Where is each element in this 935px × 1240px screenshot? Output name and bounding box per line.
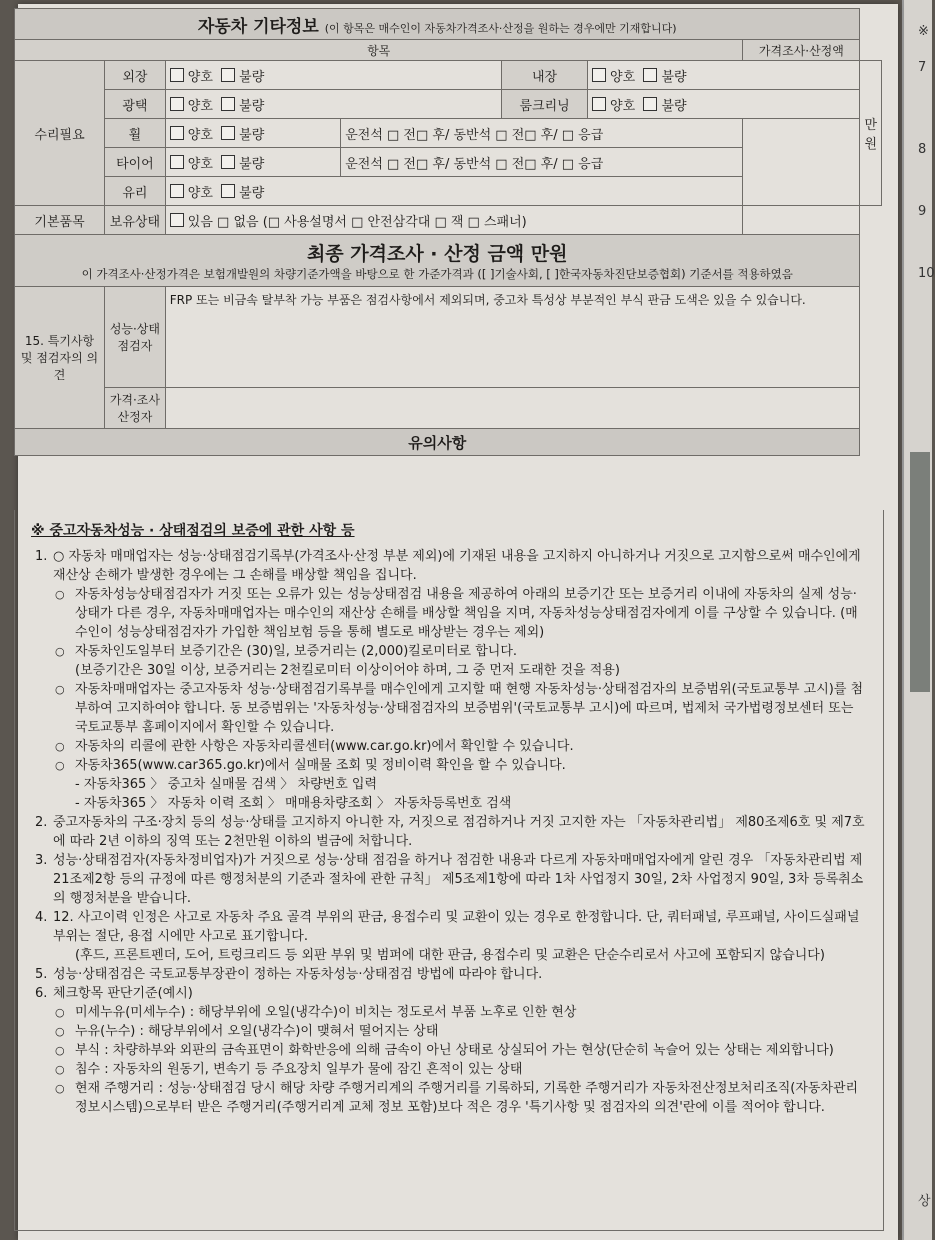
item-text: 중고자동차의 구조·장치 등의 성능·상태를 고지하지 아니한 자, 거짓으로 점검하거나 거짓 고지한 자는 「자동차관리법」 제80조제6호 및 제7호에 따라 2년 이하의 징역 또는 2천만원 이하의 벌금에 처합니다. xyxy=(53,815,865,849)
notice-section xyxy=(14,510,884,1231)
item-header: 항목 xyxy=(15,40,743,61)
inspector-opinion: FRP 또는 비금속 탈부착 가능 부품은 점검사항에서 제외되며, 중고차 특성상 부분적인 부식 판금 도색은 있을 수 있습니다. xyxy=(165,287,860,388)
checkbox[interactable] xyxy=(221,68,235,82)
checkbox[interactable] xyxy=(643,97,657,111)
option-label: 불량 xyxy=(239,156,265,172)
item-number: 3. xyxy=(35,853,48,868)
checkbox[interactable] xyxy=(170,184,184,198)
wheel-detail: 운전석 □ 전□ 후/ 동반석 □ 전□ 후/ □ 응급 xyxy=(341,119,743,148)
row-label: 보유상태 xyxy=(105,206,166,235)
notice-bullet-item: ○ 부식 : 차량하부와 외판의 금속표면이 화학반응에 의해 금속이 아닌 상태로 상실되어 가는 현상(단순히 녹슬어 있는 상태는 제외합니다) xyxy=(35,1041,869,1060)
basic-options: 있음 □ 없음 (□ 사용설명서 □ 안전삼각대 □ 잭 □ 스패너) xyxy=(187,214,527,230)
side-number: 7 xyxy=(918,60,927,75)
notice-bullet-item: ○ 침수 : 자동차의 원동기, 변속기 등 주요장치 일부가 물에 잠긴 흔적이 있는 상태 xyxy=(35,1060,869,1079)
opinion-label: 15. 특기사항 및 점검자의 의견 xyxy=(15,287,105,429)
row-label: 룸크리닝 xyxy=(502,90,588,119)
notice-numbered-item xyxy=(35,908,869,946)
appraiser-opinion xyxy=(165,388,860,429)
option-label: 불량 xyxy=(239,98,265,114)
form-title: 자동차 기타정보 xyxy=(197,16,319,37)
checkbox[interactable] xyxy=(170,68,184,82)
option-label: 양호 xyxy=(187,127,213,143)
item-number: 1. xyxy=(35,549,48,564)
row-label: 유리 xyxy=(105,177,166,206)
option-label: 양호 xyxy=(187,185,213,201)
checkbox[interactable] xyxy=(170,213,184,227)
item-number: 5. xyxy=(35,967,48,982)
notice-numbered-item xyxy=(35,547,869,585)
tire-detail: 운전석 □ 전□ 후/ 동반석 □ 전□ 후/ □ 응급 xyxy=(341,148,743,177)
option-label: 양호 xyxy=(187,69,213,85)
row-label: 휠 xyxy=(105,119,166,148)
notice-bullet-item: ○ 누유(누수) : 해당부위에서 오일(냉각수)이 맺혀서 떨어지는 상태 xyxy=(35,1022,869,1041)
checkbox[interactable] xyxy=(592,68,606,82)
option-label: 양호 xyxy=(610,69,636,85)
checkbox[interactable] xyxy=(221,155,235,169)
side-number: 10 xyxy=(918,266,935,281)
notice-numbered-item xyxy=(35,851,869,908)
notice-sub-item: (후드, 프론트펜더, 도어, 트렁크리드 등 외판 부위 및 범퍼에 대한 판금, 용접수리 및 교환은 단순수리로서 사고에 포함되지 않습니다) xyxy=(75,948,825,963)
side-number: 9 xyxy=(918,204,927,219)
notice-body xyxy=(15,547,883,1117)
option-label: 불량 xyxy=(661,69,687,85)
row-label: 타이어 xyxy=(105,148,166,177)
checkbox[interactable] xyxy=(170,97,184,111)
notice-sub-item: - 자동차365 〉 중고차 실매물 검색 〉 차량번호 입력 xyxy=(75,777,378,792)
side-text: 상 xyxy=(918,1194,931,1209)
checkbox[interactable] xyxy=(170,155,184,169)
inspector-label: 성능·상태 점검자 xyxy=(105,287,166,388)
checkbox[interactable] xyxy=(221,126,235,140)
adjacent-photo xyxy=(910,452,930,692)
checkbox[interactable] xyxy=(170,126,184,140)
notice-sub-item: (보증기간은 30일 이상, 보증거리는 2천킬로미터 이상이어야 하며, 그 중 먼저 도래한 것을 적용) xyxy=(75,663,620,678)
notice-numbered-item xyxy=(35,813,869,851)
notice-bullet-item: ○ 자동차성능상태점검자가 거짓 또는 오류가 있는 성능상태점검 내용을 제공하여 아래의 보증기간 또는 보증거리 이내에 자동차의 실제 성능·상태가 다른 경우, 자동차매매업자는 매수인의 재산상 손해를 배상할 책임을 지며, 자동차성능상태점검자에게 이를 구상할 수 있습니다. (매수인이 성능상태점검자가 가입한 책임보험 등을 통해 별도로 배상받는 경우는 제외) xyxy=(35,585,869,642)
final-amount-cell xyxy=(15,235,860,287)
option-label: 양호 xyxy=(187,98,213,114)
row-label: 내장 xyxy=(502,61,588,90)
notice-bullet-item: ○ 자동차365(www.car365.go.kr)에서 실매물 조회 및 정비이력 확인을 할 수 있습니다. xyxy=(35,756,869,775)
notice-bullet-item: ○ 현재 주행거리 : 성능·상태점검 당시 해당 차량 주행거리계의 주행거리를 기록하되, 기록한 주행거리가 자동차전산정보처리조직(자동차관리정보시스템)으로부터 받은 주행거리(주행거리계 교체 정보 포함)보다 적은 경우 '특기사항 및 점검자의 의견'란에 이를 적어야 합니다. xyxy=(35,1079,869,1117)
form-title-note: (이 항목은 매수인이 자동차가격조사·산정을 원하는 경우에만 기재합니다) xyxy=(324,21,677,35)
option-label: 불량 xyxy=(239,69,265,85)
price-unit: 만원 xyxy=(860,61,882,206)
item-text: 체크항목 판단기준(예시) xyxy=(53,986,193,1001)
notice-heading: ※ 중고자동차성능 · 상태점검의 보증에 관한 사항 등 xyxy=(31,523,355,539)
checkbox[interactable] xyxy=(643,68,657,82)
item-number: 6. xyxy=(35,986,48,1001)
side-mark: ※ xyxy=(918,24,929,39)
side-number: 8 xyxy=(918,142,927,157)
checkbox[interactable] xyxy=(221,97,235,111)
option-label: 양호 xyxy=(187,156,213,172)
notice-bullet-item: ○ 자동차인도일부터 보증기간은 (30)일, 보증거리는 (2,000)킬로미터로 합니다. xyxy=(35,642,869,661)
vehicle-extra-info-table xyxy=(14,8,882,456)
item-text: ○ 자동차 매매업자는 성능·상태점검기록부(가격조사·산정 부분 제외)에 기재된 내용을 고지하지 아니하거나 거짓으로 고지함으로써 매수인에게 재산상 손해가 발생한 경우에는 그 손해를 배상할 책임을 집니다. xyxy=(53,549,861,583)
option-label: 불량 xyxy=(661,98,687,114)
notice-numbered-item xyxy=(35,984,869,1003)
basic-items-label: 기본품목 xyxy=(15,206,105,235)
item-text: 성능·상태점검자(자동차정비업자)가 거짓으로 성능·상태 점검을 하거나 점검한 내용과 다르게 자동차매매업자에게 알린 경우 「자동차관리법 제21조제2항 등의 규정에 따른 행정처분의 기준과 절차에 관한 규칙」 제5조제1항에 따라 1차 사업정지 30일, 2차 사업정지 90일, 3차 등록취소의 행정처분을 받습니다. xyxy=(53,853,864,906)
option-label: 불량 xyxy=(239,127,265,143)
form-title-cell xyxy=(15,9,860,40)
price-header: 가격조사·산정액 xyxy=(743,40,860,61)
notice-bullet-item: ○ 자동차매매업자는 중고자동차 성능·상태점검기록부를 매수인에게 고지할 때 현행 자동차성능·상태점검자의 보증범위(국토교통부 고시)를 첨부하여 고지하여야 합니다. 동 보증범위는 '자동차성능·상태점검자의 보증범위'(국토교통부 고시)에 따르며, 법제처 국가법령정보센터 또는 국토교통부 홈페이지에서 확인할 수 있습니다. xyxy=(35,680,869,737)
notice-numbered-item xyxy=(35,965,869,984)
repair-label: 수리필요 xyxy=(15,61,105,206)
appraiser-label: 가격·조사 산정자 xyxy=(105,388,166,429)
notice-title: 유의사항 xyxy=(15,429,860,456)
item-number: 2. xyxy=(35,815,48,830)
option-label: 양호 xyxy=(610,98,636,114)
item-text: 12. 사고이력 인정은 사고로 자동차 주요 골격 부위의 판금, 용접수리 및 교환이 있는 경우로 한정합니다. 단, 쿼터패널, 루프패널, 사이드실패널 부위는 절단, 용접 시에만 사고로 표기합니다. xyxy=(53,910,860,944)
notice-sub-item: - 자동차365 〉 자동차 이력 조회 〉 매매용차량조회 〉 자동차등록번호 검색 xyxy=(75,796,512,811)
final-amount-title: 최종 가격조사 · 산정 금액 만원 xyxy=(306,243,568,265)
final-amount-note: 이 가격조사·산정가격은 보험개발원의 차량기준가액을 바탕으로 한 가준가격과 ([ ]기술사회, [ ]한국자동차진단보증협회) 기준서를 적용하였음 xyxy=(81,267,793,281)
checkbox[interactable] xyxy=(592,97,606,111)
row-label: 광택 xyxy=(105,90,166,119)
notice-bullet-item: ○ 자동차의 리콜에 관한 사항은 자동차리콜센터(www.car.go.kr)에서 확인할 수 있습니다. xyxy=(35,737,869,756)
item-text: 성능·상태점검은 국토교통부장관이 정하는 자동차성능·상태점검 방법에 따라야 합니다. xyxy=(53,967,543,982)
notice-bullet-item: ○ 미세누유(미세누수) : 해당부위에 오일(냉각수)이 비치는 정도로서 부품 노후로 인한 현상 xyxy=(35,1003,869,1022)
checkbox[interactable] xyxy=(221,184,235,198)
row-label: 외장 xyxy=(105,61,166,90)
option-label: 불량 xyxy=(239,185,265,201)
item-number: 4. xyxy=(35,910,48,925)
